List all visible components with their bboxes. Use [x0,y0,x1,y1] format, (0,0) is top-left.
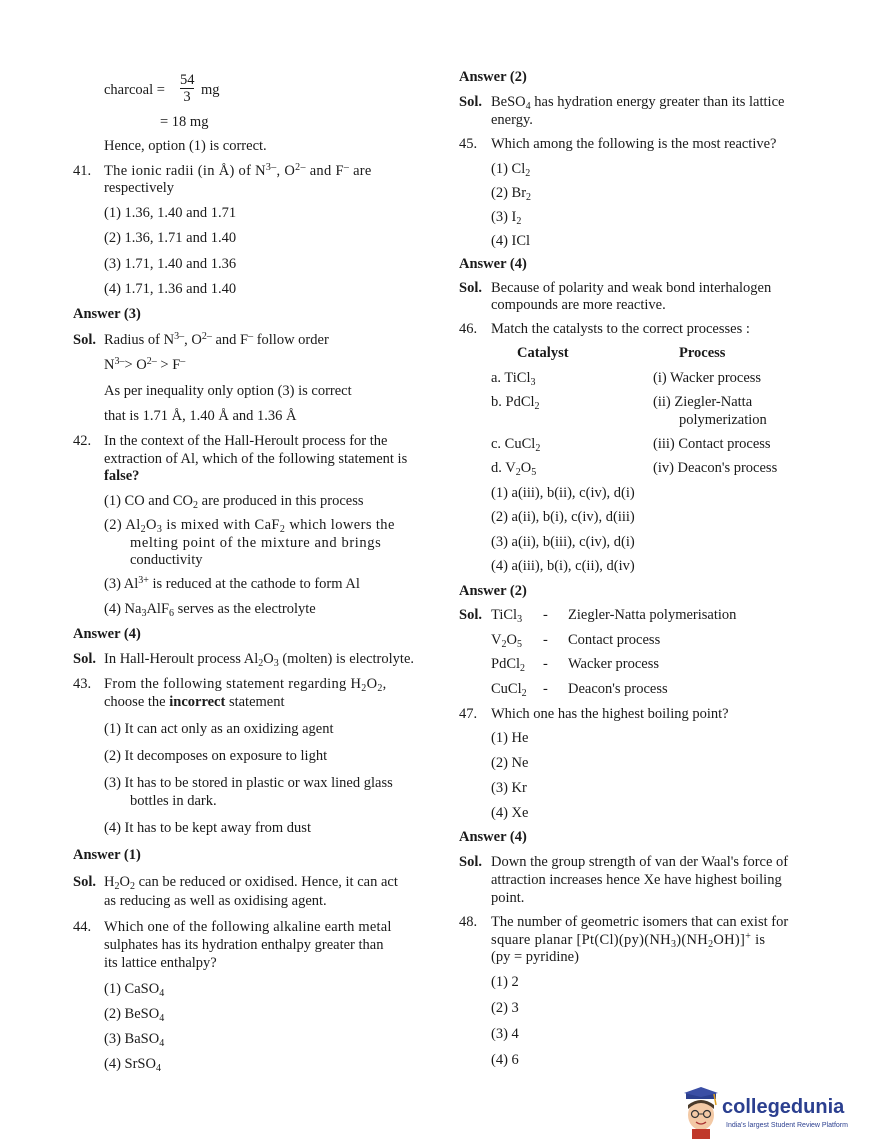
q45-option-3: (3) $I_2$ [491,209,522,227]
q41-option-3: (3) 1.71, 1.40 and 1.36 [104,256,237,272]
q44-stem-line1: Which one of the following alkaline earth metal [104,919,392,935]
q43-sol-label: Sol. [73,874,96,890]
q42-option-2: (2) $Al_2O_3$ is mixed with CaF$_2$ which lowers the [104,517,395,535]
q46-stem: Match the catalysts to the correct processes : [491,321,750,337]
charcoal-label: charcoal = [104,82,165,98]
q43-answer: Answer (1) [73,847,141,863]
q48-stem-line1: The number of geometric isomers that can exist for [491,914,789,930]
q46-sol-ticl3: TiCl$_3$ [491,607,523,625]
q46-header-catalyst: Catalyst [517,345,569,361]
fraction-numerator: 54 [180,72,195,88]
q44-number: 44. [73,919,92,935]
q42-option-1: (1) CO and $CO_2$ are produced in this process [104,493,364,511]
q43-stem-line1: From the following statement regarding $H_2O_2$, [104,676,387,694]
hence-option-1: Hence, option (1) is correct. [104,138,267,154]
q42-option-3: (3) $Al^{3+}$ is reduced at the cathode to form Al [104,575,360,592]
q46-process-3: (iii) Contact process [653,436,771,452]
q47-sol-line1: Down the group strength of van der Waal's force of [491,854,789,870]
q46-sol-v2o5-process: Contact process [568,632,661,648]
q46-sol-pdcl2: PdCl$_2$ [491,656,526,674]
q44-sol-line2: energy. [491,112,533,128]
q45-answer: Answer (4) [459,256,527,272]
q44-option-4: (4) SrSO$_4$ [104,1056,161,1074]
q42-option-4: (4) $Na_3AlF_6$ serves as the electrolyte [104,601,316,619]
q46-catalyst-c: c. CuCl$_2$ [491,436,541,454]
q41-sol-label: Sol. [73,332,96,348]
q43-option-4: (4) It has to be kept away from dust [104,820,311,836]
q41-option-1: (1) 1.36, 1.40 and 1.71 [104,205,237,221]
q45-number: 45. [459,136,478,152]
eq-18mg: = 18 mg [160,114,209,130]
q47-sol-line2: attraction increases hence Xe have highest boiling [491,872,782,888]
q47-stem: Which one has the highest boiling point? [491,706,729,722]
q42-option-2-line3: conductivity [130,552,203,568]
q43-number: 43. [73,676,92,692]
q46-option-3: (3) a(ii), b(iii), c(iv), d(i) [491,534,635,550]
q41-sol-line3: As per inequality only option (3) is correct [104,383,352,399]
q44-stem-line3: its lattice enthalpy? [104,955,217,971]
q45-option-1: (1) $Cl_2$ [491,161,531,179]
q41-sol-line4: that is 1.71 Å, 1.40 Å and 1.36 Å [104,408,297,424]
dash: - [543,607,548,623]
q46-process-4: (iv) Deacon's process [653,460,778,476]
q46-option-2: (2) a(ii), b(i), c(iv), d(iii) [491,509,635,525]
q46-answer: Answer (2) [459,583,527,599]
fraction [180,72,194,105]
q44-sol-line1: BeSO$_4$ has hydration energy greater than its lattice [491,94,785,112]
q46-catalyst-a: a. TiCl$_3$ [491,370,536,388]
q44-option-3: (3) BaSO$_4$ [104,1031,165,1049]
q42-stem-line1: In the context of the Hall-Heroult process for the [104,433,388,449]
dash: - [543,681,548,697]
q46-sol-v2o5: $V_2O_5$ [491,632,522,650]
q42-stem-line2: extraction of Al, which of the following statement is [104,451,408,467]
q43-option-1: (1) It can act only as an oxidizing agent [104,721,334,737]
mascot-icon [680,1087,722,1139]
q41-option-2: (2) 1.36, 1.71 and 1.40 [104,230,237,246]
q46-process-2-line2: polymerization [679,412,767,428]
q46-number: 46. [459,321,478,337]
q47-option-3: (3) Kr [491,780,527,796]
q48-stem-line2: square planar $[Pt(Cl)(py)(NH_3)(NH_2OH)]^+$ is [491,931,766,950]
q45-option-4: (4) ICl [491,233,531,249]
q48-option-3: (3) 4 [491,1026,519,1042]
q45-option-2: (2) $Br_2$ [491,185,532,203]
q45-sol-line1: Because of polarity and weak bond interhalogen [491,280,772,296]
q47-sol-label: Sol. [459,854,482,870]
q41-answer: Answer (3) [73,306,141,322]
dash: - [543,656,548,672]
q47-option-4: (4) Xe [491,805,529,821]
q46-sol-cucl2: CuCl$_2$ [491,681,527,699]
q41-option-4: (4) 1.71, 1.36 and 1.40 [104,281,237,297]
q47-sol-line3: point. [491,890,525,906]
q46-header-process: Process [679,345,726,361]
q43-stem-line2: choose the incorrect statement [104,694,285,710]
q42-option-2-line2: melting point of the mixture and brings [130,535,382,551]
q42-stem-line3: false? [104,468,140,484]
q48-number: 48. [459,914,478,930]
q46-sol-label: Sol. [459,607,482,623]
q44-sol-label: Sol. [459,94,482,110]
dash: - [543,632,548,648]
q46-catalyst-d: d. $V_2O_5$ [491,460,537,478]
q47-answer: Answer (4) [459,829,527,845]
logo-tagline: India's largest Student Review Platform [726,1122,848,1129]
q44-option-1: (1) CaSO$_4$ [104,981,165,999]
q43-option-3: (3) It has to be stored in plastic or wax lined glass [104,775,393,791]
q46-catalyst-b: b. PdCl$_2$ [491,394,540,412]
q45-stem: Which among the following is the most reactive? [491,136,777,152]
q42-sol-label: Sol. [73,651,96,667]
q44-stem-line2: sulphates has its hydration enthalpy greater than [104,937,384,953]
q46-sol-pdcl2-process: Wacker process [568,656,660,672]
q41-stem-line1: The ionic radii (in Å) of $N^{3-}$, $O^{2-}$ and F– are [104,162,372,179]
q46-option-4: (4) a(iii), b(i), c(ii), d(iv) [491,558,635,574]
q47-number: 47. [459,706,478,722]
q42-number: 42. [73,433,92,449]
q43-option-2: (2) It decomposes on exposure to light [104,748,328,764]
q48-option-2: (2) 3 [491,1000,519,1016]
q44-answer: Answer (2) [459,69,527,85]
q48-stem-line3: (py = pyridine) [491,949,579,965]
q43-sol-line1: $H_2O_2$ can be reduced or oxidised. Hence, it can act [104,874,398,892]
q41-sol-order: $N^{3-}> O^{2-} > F^-$ [104,356,186,373]
q41-number: 41. [73,163,92,179]
q43-sol-line2: as reducing as well as oxidising agent. [104,893,327,909]
q46-sol-cucl2-process: Deacon's process [568,681,668,697]
q44-option-2: (2) BeSO$_4$ [104,1006,165,1024]
fraction-denominator: 3 [183,89,191,105]
q41-sol-line1: Radius of $N^{3-}$, $O^{2-}$ and F– follow order [104,331,329,348]
q47-option-1: (1) He [491,730,529,746]
mg-unit: mg [201,82,220,98]
q45-sol-line2: compounds are more reactive. [491,297,666,313]
q48-option-4: (4) 6 [491,1052,519,1068]
q41-stem-line2: respectively [104,180,175,196]
q42-answer: Answer (4) [73,626,141,642]
q45-sol-label: Sol. [459,280,482,296]
q47-option-2: (2) Ne [491,755,529,771]
q46-process-2: (ii) Ziegler-Natta [653,394,753,410]
q46-process-1: (i) Wacker process [653,370,762,386]
q43-option-3-line2: bottles in dark. [130,793,217,809]
logo-wordmark: collegedunia [722,1096,845,1118]
q48-option-1: (1) 2 [491,974,519,990]
q46-sol-ticl3-process: Ziegler-Natta polymerisation [568,607,737,623]
q46-option-1: (1) a(iii), b(ii), c(iv), d(i) [491,485,635,501]
q42-sol-line1: In Hall-Heroult process $Al_2O_3$ (molten) is electrolyte. [104,651,415,669]
